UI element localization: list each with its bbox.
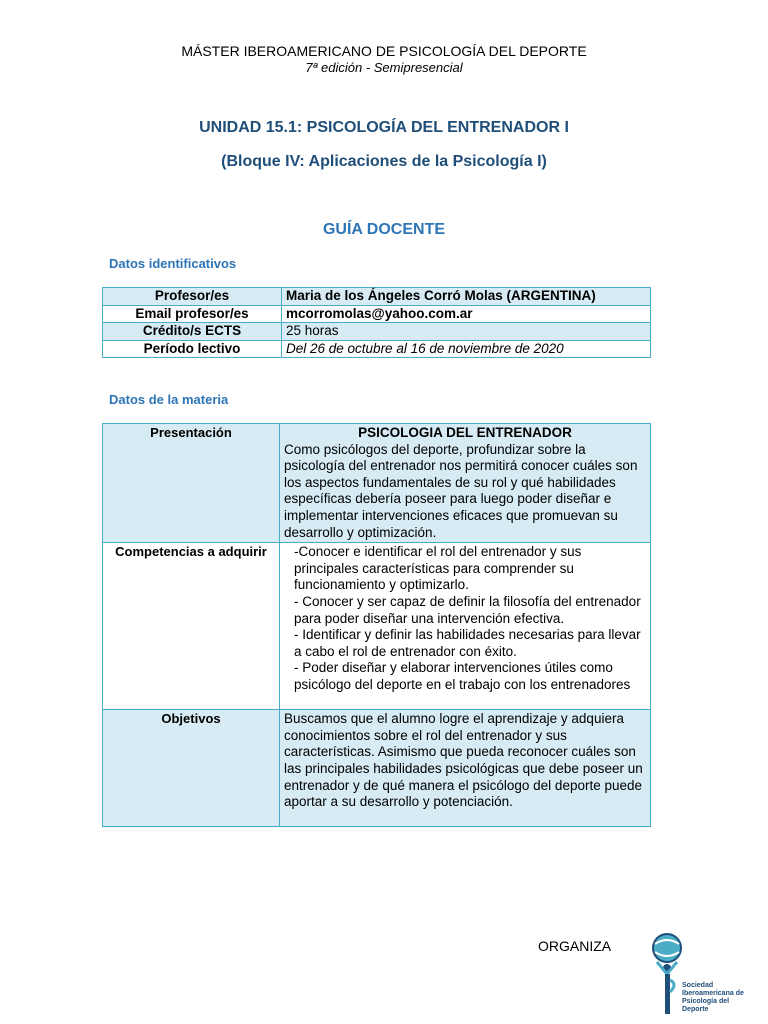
- value-profesor: Maria de los Ángeles Corró Molas (ARGENTINA): [282, 288, 651, 306]
- table-row: [103, 543, 651, 710]
- identification-table: [102, 287, 651, 358]
- presentacion-heading: PSICOLOGIA DEL ENTRENADOR: [358, 425, 572, 440]
- table-row: [103, 305, 651, 323]
- subject-table: [102, 423, 651, 827]
- logo-text: Sociedad Iberoamericana de Psicología del Deporte: [682, 982, 744, 1013]
- header-line1: MÁSTER IBEROAMERICANO DE PSICOLOGÍA DEL DEPORTE: [181, 43, 587, 59]
- table-row: [103, 323, 651, 341]
- header-line2: 7ª edición - Semipresencial: [305, 60, 463, 75]
- label-profesor: Profesor/es: [103, 288, 282, 306]
- unit-title: UNIDAD 15.1: PSICOLOGÍA DEL ENTRENADOR I: [199, 119, 569, 136]
- section-title-identificativos: Datos identificativos: [109, 256, 237, 271]
- value-creditos: 25 horas: [282, 323, 651, 341]
- guide-title: GUÍA DOCENTE: [322, 221, 446, 238]
- competencia-item: - Poder diseñar y elaborar intervenciones útiles como psicólogo del deporte en el trabajo con los entrenadores: [294, 660, 631, 692]
- label-presentacion: Presentación: [103, 424, 280, 543]
- competencia-item: -Conocer e identificar el rol del entrenador y sus principales características para comprender su funcionamiento y optimizarlo.: [294, 544, 582, 593]
- label-email: Email profesor/es: [103, 305, 282, 323]
- competencia-item: - Identificar y definir las habilidades necesarias para llevar a cabo el rol de entrenador con éxito.: [294, 627, 641, 659]
- label-creditos: Crédito/s ECTS: [103, 323, 282, 341]
- label-objetivos: Objetivos: [103, 710, 280, 827]
- block-title: (Bloque IV: Aplicaciones de la Psicología I): [221, 153, 547, 170]
- presentacion-text: Como psicólogos del deporte, profundizar sobre la psicología del entrenador nos permitirá conocer cuáles son los aspectos fundamentales de su rol y qué habilidades específicas debería poseer para luego poder diseñar e implementar intervenciones eficaces que promuevan su desarrollo y optimización.: [284, 441, 638, 540]
- cell-presentacion: [280, 424, 651, 543]
- section-title-materia: Datos de la materia: [109, 392, 229, 407]
- table-row: [103, 424, 651, 543]
- competencia-item: - Conocer y ser capaz de definir la filosofía del entrenador para poder diseñar una intervención efectiva.: [294, 593, 641, 626]
- value-email: mcorromolas@yahoo.com.ar: [282, 305, 651, 323]
- label-competencias: Competencias a adquirir: [103, 543, 280, 710]
- label-periodo: Período lectivo: [103, 340, 282, 358]
- table-row: [103, 340, 651, 358]
- organiza-label: ORGANIZA: [538, 938, 612, 954]
- table-row: [103, 710, 651, 827]
- value-periodo: Del 26 de octubre al 16 de noviembre de 2020: [282, 340, 651, 358]
- table-row: [103, 288, 651, 306]
- objetivos-text: Buscamos que el alumno logre el aprendizaje y adquiera conocimientos sobre el rol del entrenador y sus características. Asimismo que pueda reconocer cuáles son las principales habilidades psicológicas que debe poseer un entrenador y de qué manera el psicólogo del deporte puede aportar a su desarrollo y potenciación.: [280, 710, 651, 827]
- cell-competencias: [280, 543, 651, 710]
